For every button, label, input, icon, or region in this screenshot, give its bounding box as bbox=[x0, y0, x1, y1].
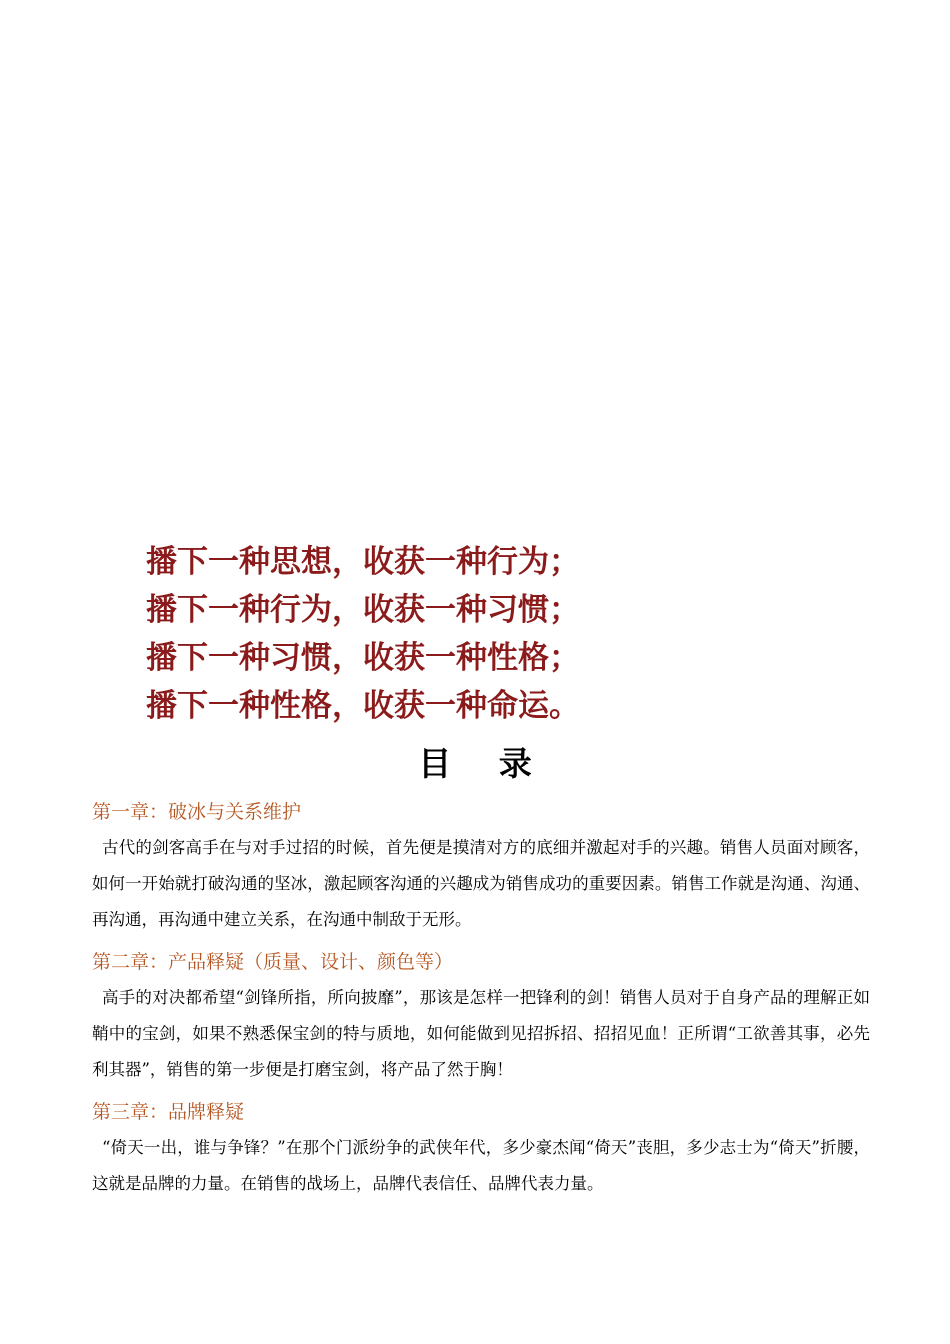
toc-chapter-1 bbox=[92, 794, 870, 938]
chapter-summary: “倚天一出，谁与争锋？”在那个门派纷争的武侠年代，多少豪杰闻“倚天”丧胆，多少志士为“倚天”折腰，这就是品牌的力量。在销售的战场上，品牌代表信任、品牌代表力量。 bbox=[92, 1138, 870, 1193]
chapter-heading: 第一章：破冰与关系维护 bbox=[92, 801, 302, 823]
chapter-summary: 高手的对决都希望“剑锋所指，所向披靡”，那该是怎样一把锋利的剑！销售人员对于自身产品的理解正如鞘中的宝剑，如果不熟悉保宝剑的特与质地，如何能做到见招拆招、招招见血！正所谓“工欲善其事，必先利其器”，销售的第一步便是打磨宝剑，将产品了然于胸！ bbox=[92, 988, 870, 1079]
toc-chapter-3 bbox=[92, 1094, 870, 1202]
toc-chapter-2 bbox=[92, 944, 870, 1088]
motto-block bbox=[146, 538, 866, 730]
motto-line: 播下一种思想，收获一种行为； bbox=[146, 544, 580, 580]
motto-line: 播下一种习惯，收获一种性格； bbox=[146, 640, 580, 676]
motto-line: 播下一种性格，收获一种命运。 bbox=[146, 688, 580, 724]
chapter-heading: 第三章：品牌释疑 bbox=[92, 1101, 245, 1123]
toc-title: 目 录 bbox=[418, 744, 550, 783]
motto-line: 播下一种行为，收获一种习惯； bbox=[146, 592, 580, 628]
toc-chapter-list bbox=[92, 794, 870, 1208]
chapter-summary: 古代的剑客高手在与对手过招的时候，首先便是摸清对方的底细并激起对手的兴趣。销售人员面对顾客，如何一开始就打破沟通的坚冰，激起顾客沟通的兴趣成为销售成功的重要因素。销售工作就是沟通、沟通、再沟通，再沟通中建立关系，在沟通中制敌于无形。 bbox=[92, 838, 870, 929]
chapter-heading: 第二章：产品释疑（质量、设计、颜色等） bbox=[92, 951, 454, 973]
